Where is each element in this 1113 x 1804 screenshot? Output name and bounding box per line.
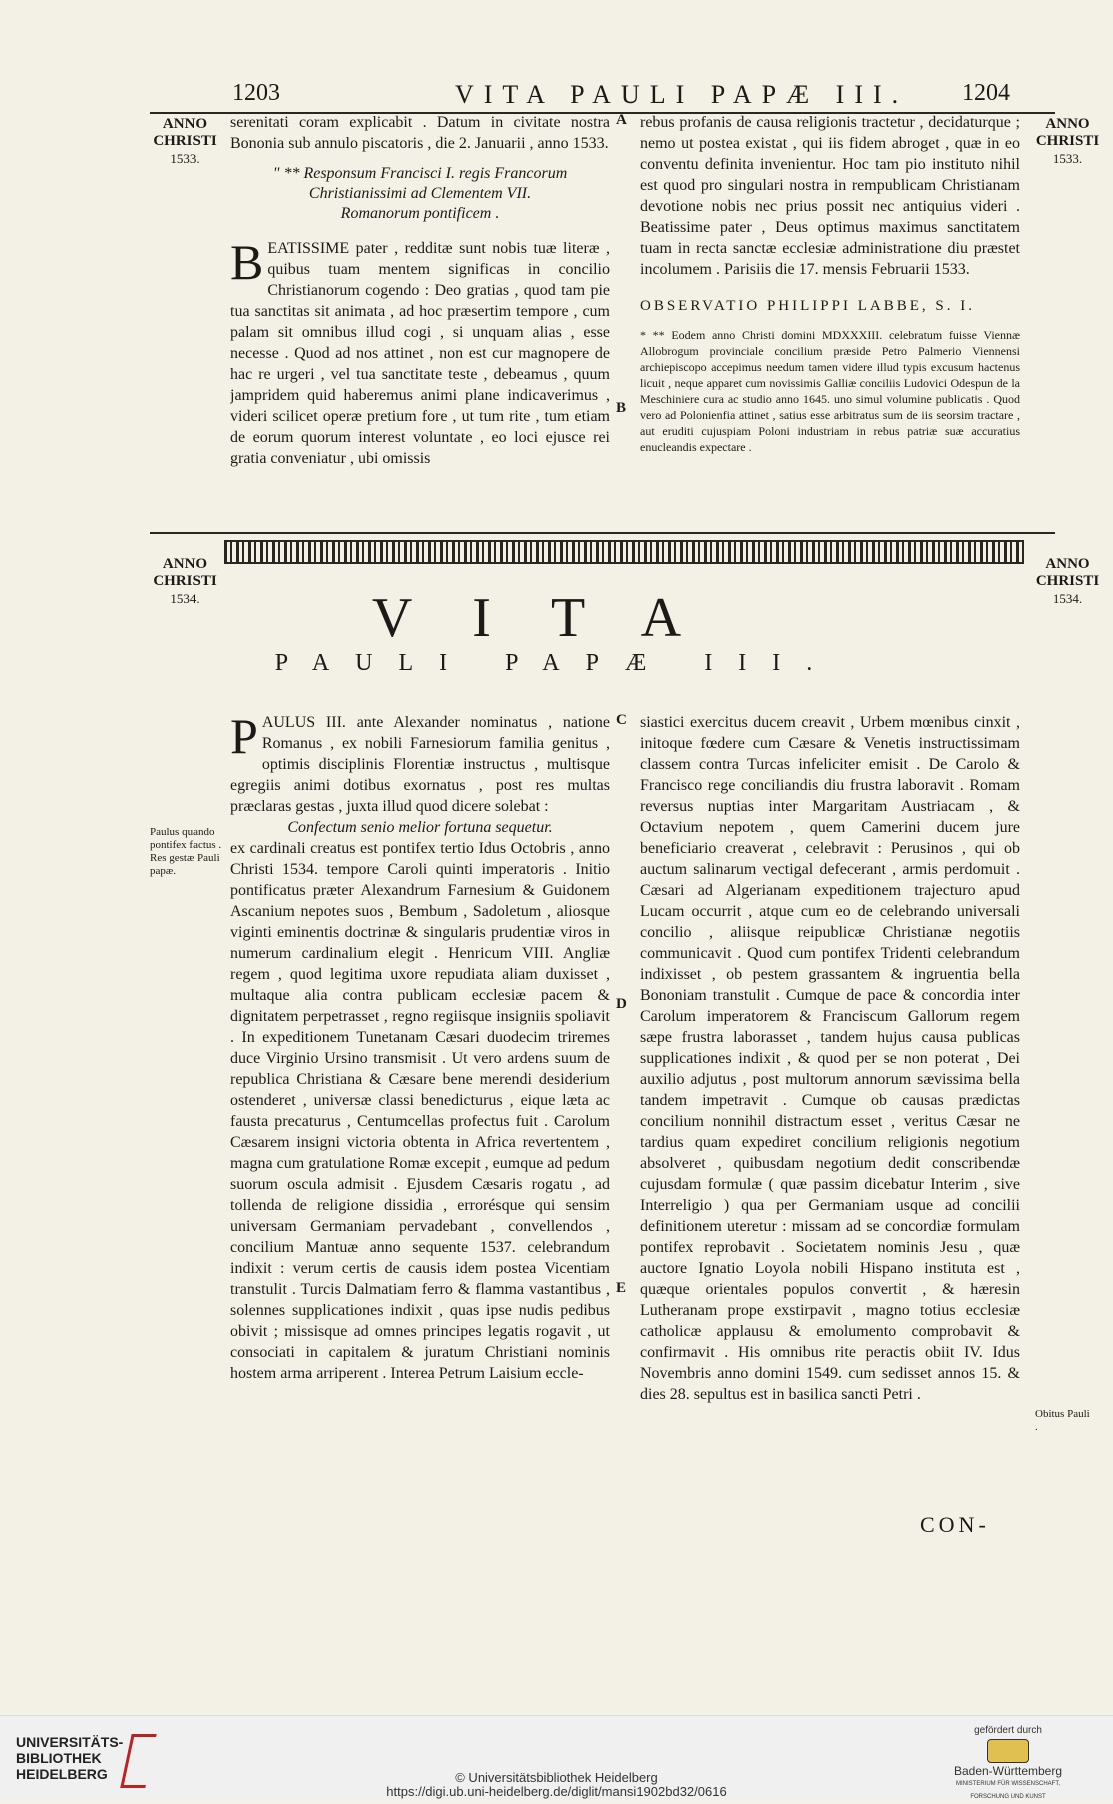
vita-body: ex cardinali creatus est pontifex tertio Idus Octobris , anno Christi 1534. tempore Caroli quinti imperatoris . Initio pontificatus præter Alexandrum Farnesium & Guidonem Ascanium nepotes suos , Bembum , Sadoletum , aliosque viginti eminentis doctrinæ & singularis prudentiæ viros in numerum cardinalium elegit . Henricum VIII. Angliæ regem , quod legitima uxore repudiata aliam duxisset , multaque alia contra publicam ecclesiæ pacem & dignitatem perpetrasset , regno regiisque insigniis spoliavit . In expeditionem Tunetanam Cæsari duodecim triremes duce Virginio Ursino transmisit . Ut vero ardens suum de republica Christiana & Cæsare bene merendi desiderium ostenderet , universæ classi benedicturus , eique læta ac fausta precaturus , Centumcellas profectus fuit . Carolum Cæsarem insigni victoria obtenta in Africa revertentem , magna cum gratulatione Romæ excepit , eumque ad pedum suorum oscula admisit . Ejusdem Cæsaris rogatu , ad tollenda de religione dissidia , errorésque qui sensim universam Germaniam pervadebant , convellendos , concilium Mantuæ anno sequente 1537. celebrandum indixit : verum certis de causis idem postea Vicentiam transtulit . Turcis Dalmatiam ferro & flamma vastantibus , solennes supplicationes indixit , quas ipse nudis pedibus obivit ; missisque ad omnes principes legatis rogavit , ut consociati in capitalem & juratum Christiani nominis hostem arma arriperent . Interea Petrum Laisium eccle-	[230, 840, 610, 1382]
section-letter-d: D	[616, 996, 627, 1012]
observatio-heading: OBSERVATIO PHILIPPI LABBE, S. I.	[640, 298, 975, 314]
funder-name: Baden-Württemberg	[953, 1764, 1063, 1778]
running-title: VITA PAULI PAPÆ III.	[455, 80, 909, 109]
letter-closing: serenitati coram explicabit . Datum in civitate nostra Bononia sub annulo piscatoris , die 2. Januarii , anno 1533.	[230, 114, 610, 152]
christi-text: CHRISTI	[153, 133, 217, 149]
page-number-right: 1204	[962, 80, 1010, 106]
top-right-column	[640, 112, 1020, 522]
response-heading	[230, 164, 610, 224]
drop-cap: P	[230, 712, 258, 764]
margin-note-right: Obitus Pauli .	[1035, 1408, 1090, 1433]
section-letter-a: A	[616, 112, 627, 128]
anno-text: ANNO	[1045, 116, 1090, 132]
library-name-line: BIBLIOTHEK	[16, 1750, 102, 1766]
vita-body-intro: AULUS III. ante Alexander nominatus , natione Romanus , ex nobili Farnesiorum familia genitus , optimis disciplinis Florentiæ instructus , multisque egregiis animi dotibus exornatus , post res multas præclaras gestas , juxta illud quod dicere solebat :	[230, 714, 610, 815]
response-heading-line: Romanorum pontificem .	[340, 205, 500, 222]
section-rule	[150, 532, 1055, 534]
response-body: EATISSIME pater , redditæ sunt nobis tuæ literæ , quibus tuam mentem significas in concilio Christianorum cogendo : Deo gratias , quod tam pie tua sanctitas sit animata , ad hoc præsertim tempore , cum palam sit omnibus illud cogi , si unquam alias , esse necesse . Quod ad nos attinet , non est cur magnopere de hac re urgeri , vel tua sanctitate teste , debeamus , quum jampridem quid haberemus animi plane indicaverimus , videri scilicet operæ pretium fore , ut tum rite , tum etiam de eorum quorum interest voluntate , eo loci ejusce rei gratia conveniatur , ubi omissis	[230, 240, 610, 467]
main-right-column	[640, 712, 1020, 1462]
main-left-column	[230, 712, 610, 1462]
funder-subtitle: MINISTERIUM FÜR WISSENSCHAFT, FORSCHUNG UND KUNST	[955, 1781, 1060, 1800]
page-number-left: 1203	[232, 80, 280, 106]
christi-text: CHRISTI	[153, 573, 217, 589]
anno-year: 1533.	[170, 151, 200, 166]
permalink-url[interactable]: https://digi.ub.uni-heidelberg.de/diglit/mansi1902bd32/0616	[386, 1784, 727, 1799]
copyright-text: © Universitätsbibliothek Heidelberg	[455, 1770, 658, 1785]
anno-label-top-left	[150, 116, 220, 167]
vita-quote: Confectum senio melior fortuna sequetur.	[287, 819, 553, 836]
vita-title: VITA	[371, 587, 742, 649]
drop-cap: B	[230, 234, 264, 290]
viewer-footer	[0, 1715, 1113, 1799]
funded-by-text: gefördert durch	[974, 1725, 1042, 1736]
section-letter-e: E	[616, 1280, 627, 1296]
anno-year: 1533.	[1052, 151, 1083, 166]
response-heading-line: Christianissimi ad Clementem VII.	[308, 185, 532, 202]
library-name-line: HEIDELBERG	[16, 1766, 108, 1782]
observatio-body: * ** Eodem anno Christi domini MDXXXIII. celebratum fuisse Viennæ Allobrogum provinciale concilium præside Petro Palmerio Viennensi archiepiscopo accepimus needum tamen videre illud typis excusum hactenus licuit , neque apparet cum novissimis Galliæ conciliis Ludovici Odespun de la Meschiniere cura ac studio anno 1645. uno simul volumine publicatis . Quod vero ad Polonienfia attinet , satius esse arbitratus sum de iis seorsim tractare , aut eruditi cujuspiam Poloni industriam in rebus patriæ suæ accuratius enucleandis expectare .	[640, 328, 1020, 454]
response-heading-line: " ** Responsum Francisci I. regis Francorum	[272, 165, 568, 182]
anno-text: ANNO	[1045, 556, 1090, 572]
anno-year: 1534.	[1052, 591, 1083, 606]
pauli-subtitle: PAULI PAPÆ III.	[274, 650, 839, 676]
library-name-line: UNIVERSITÄTS-	[16, 1734, 124, 1750]
state-crest-icon	[987, 1739, 1029, 1763]
funder-logo[interactable]	[943, 1724, 1073, 1804]
anno-year: 1534.	[170, 591, 200, 606]
anno-text: ANNO	[162, 116, 208, 132]
catchword: CON-	[920, 1512, 990, 1537]
anno-text: ANNO	[162, 556, 208, 572]
christi-text: CHRISTI	[1035, 573, 1100, 589]
anno-label-top-right	[1030, 116, 1105, 167]
top-left-column	[230, 112, 610, 522]
response-continuation: rebus profanis de causa religionis tractetur , decidaturque ; nemo ut postea existat , qui iis fidem abroget , quæ in eo conventu definita invenientur. Hoc tam pio instituto nihil est quod pro singulari nostra in rempublicam Christianam devotione nobis nec prius possit nec antiquius videri . Beatissime pater , Deus optimus maximus sanctitatem tuam in recta sanctæ ecclesiæ administratione diu præstet incolumem . Parisiis die 17. mensis Februarii 1533.	[640, 114, 1020, 278]
vita-body-continued: siastici exercitus ducem creavit , Urbem mœnibus cinxit , initoque fœdere cum Cæsare & Venetis instructissimam classem contra Turcas infeliciter emisit . De Carolo & Francisco rege conciliandis diu frustra laboravit . Romam reversus nuptias inter Margaritam Austriacam , & Octavium nepotem , quem Camerini ducem jure beneficiario creaverat , celebravit : Perusinos , qui ob auctum salinarum vectigal defecerant , armis perdomuit . Cæsari ad Algerianam expeditionem trajecturo apud Lucam occurrit , atque cum eo de celebrando universali concilio , aliisque reipublicæ Christianæ negotiis communicavit . Quod cum pontifex Tridenti celebrandum indixisset , ob pestem grassantem & ingruentia bella Bononiam transtulit . Cumque de pace & concordia inter Carolum imperatorem & Franciscum Gallorum regem sæpe frustra laborasset , tandem hujus causa publicas supplicationes indixit , & quod per se non poterat , Dei auxilio adjutus , post multorum annorum sævissima bella tandem impetravit . Cumque ob causas prædictas concilium nonnihil distractum esset , veritus Cæsar ne tardius quam expediret concilium religionis negotium absolveret , quibusdam negotium dedit conscribendæ cujusdam formulæ ( quæ passim dicebatur Interim , sive Interreligio ) qua per Germaniam usque ad concilii definitionem uteretur : missam ad se concordiæ formulam pontifex reprobavit . Societatem nominis Jesu , quæ auctore Ignatio Loyola nobili Hispano instituta est , quæque orientales populos convertit , & hæresin Lutheranam prope exstirpavit , magno totius ecclesiæ catholicæ applausu & emolumento comprobavit & confirmavit . His omnibus rite peractis obiit IV. Idus Novembris anno domini 1549. cum sedisset annos 15. & dies 28. sepultus est in basilica sancti Petri .	[640, 714, 1020, 1403]
ornamental-band	[224, 540, 1024, 564]
section-letter-c: C	[616, 712, 627, 728]
christi-text: CHRISTI	[1035, 133, 1100, 149]
section-letter-b: B	[616, 400, 627, 416]
margin-note-left: Paulus quando pontifex factus . Res gestæ Pauli papæ.	[150, 826, 222, 877]
